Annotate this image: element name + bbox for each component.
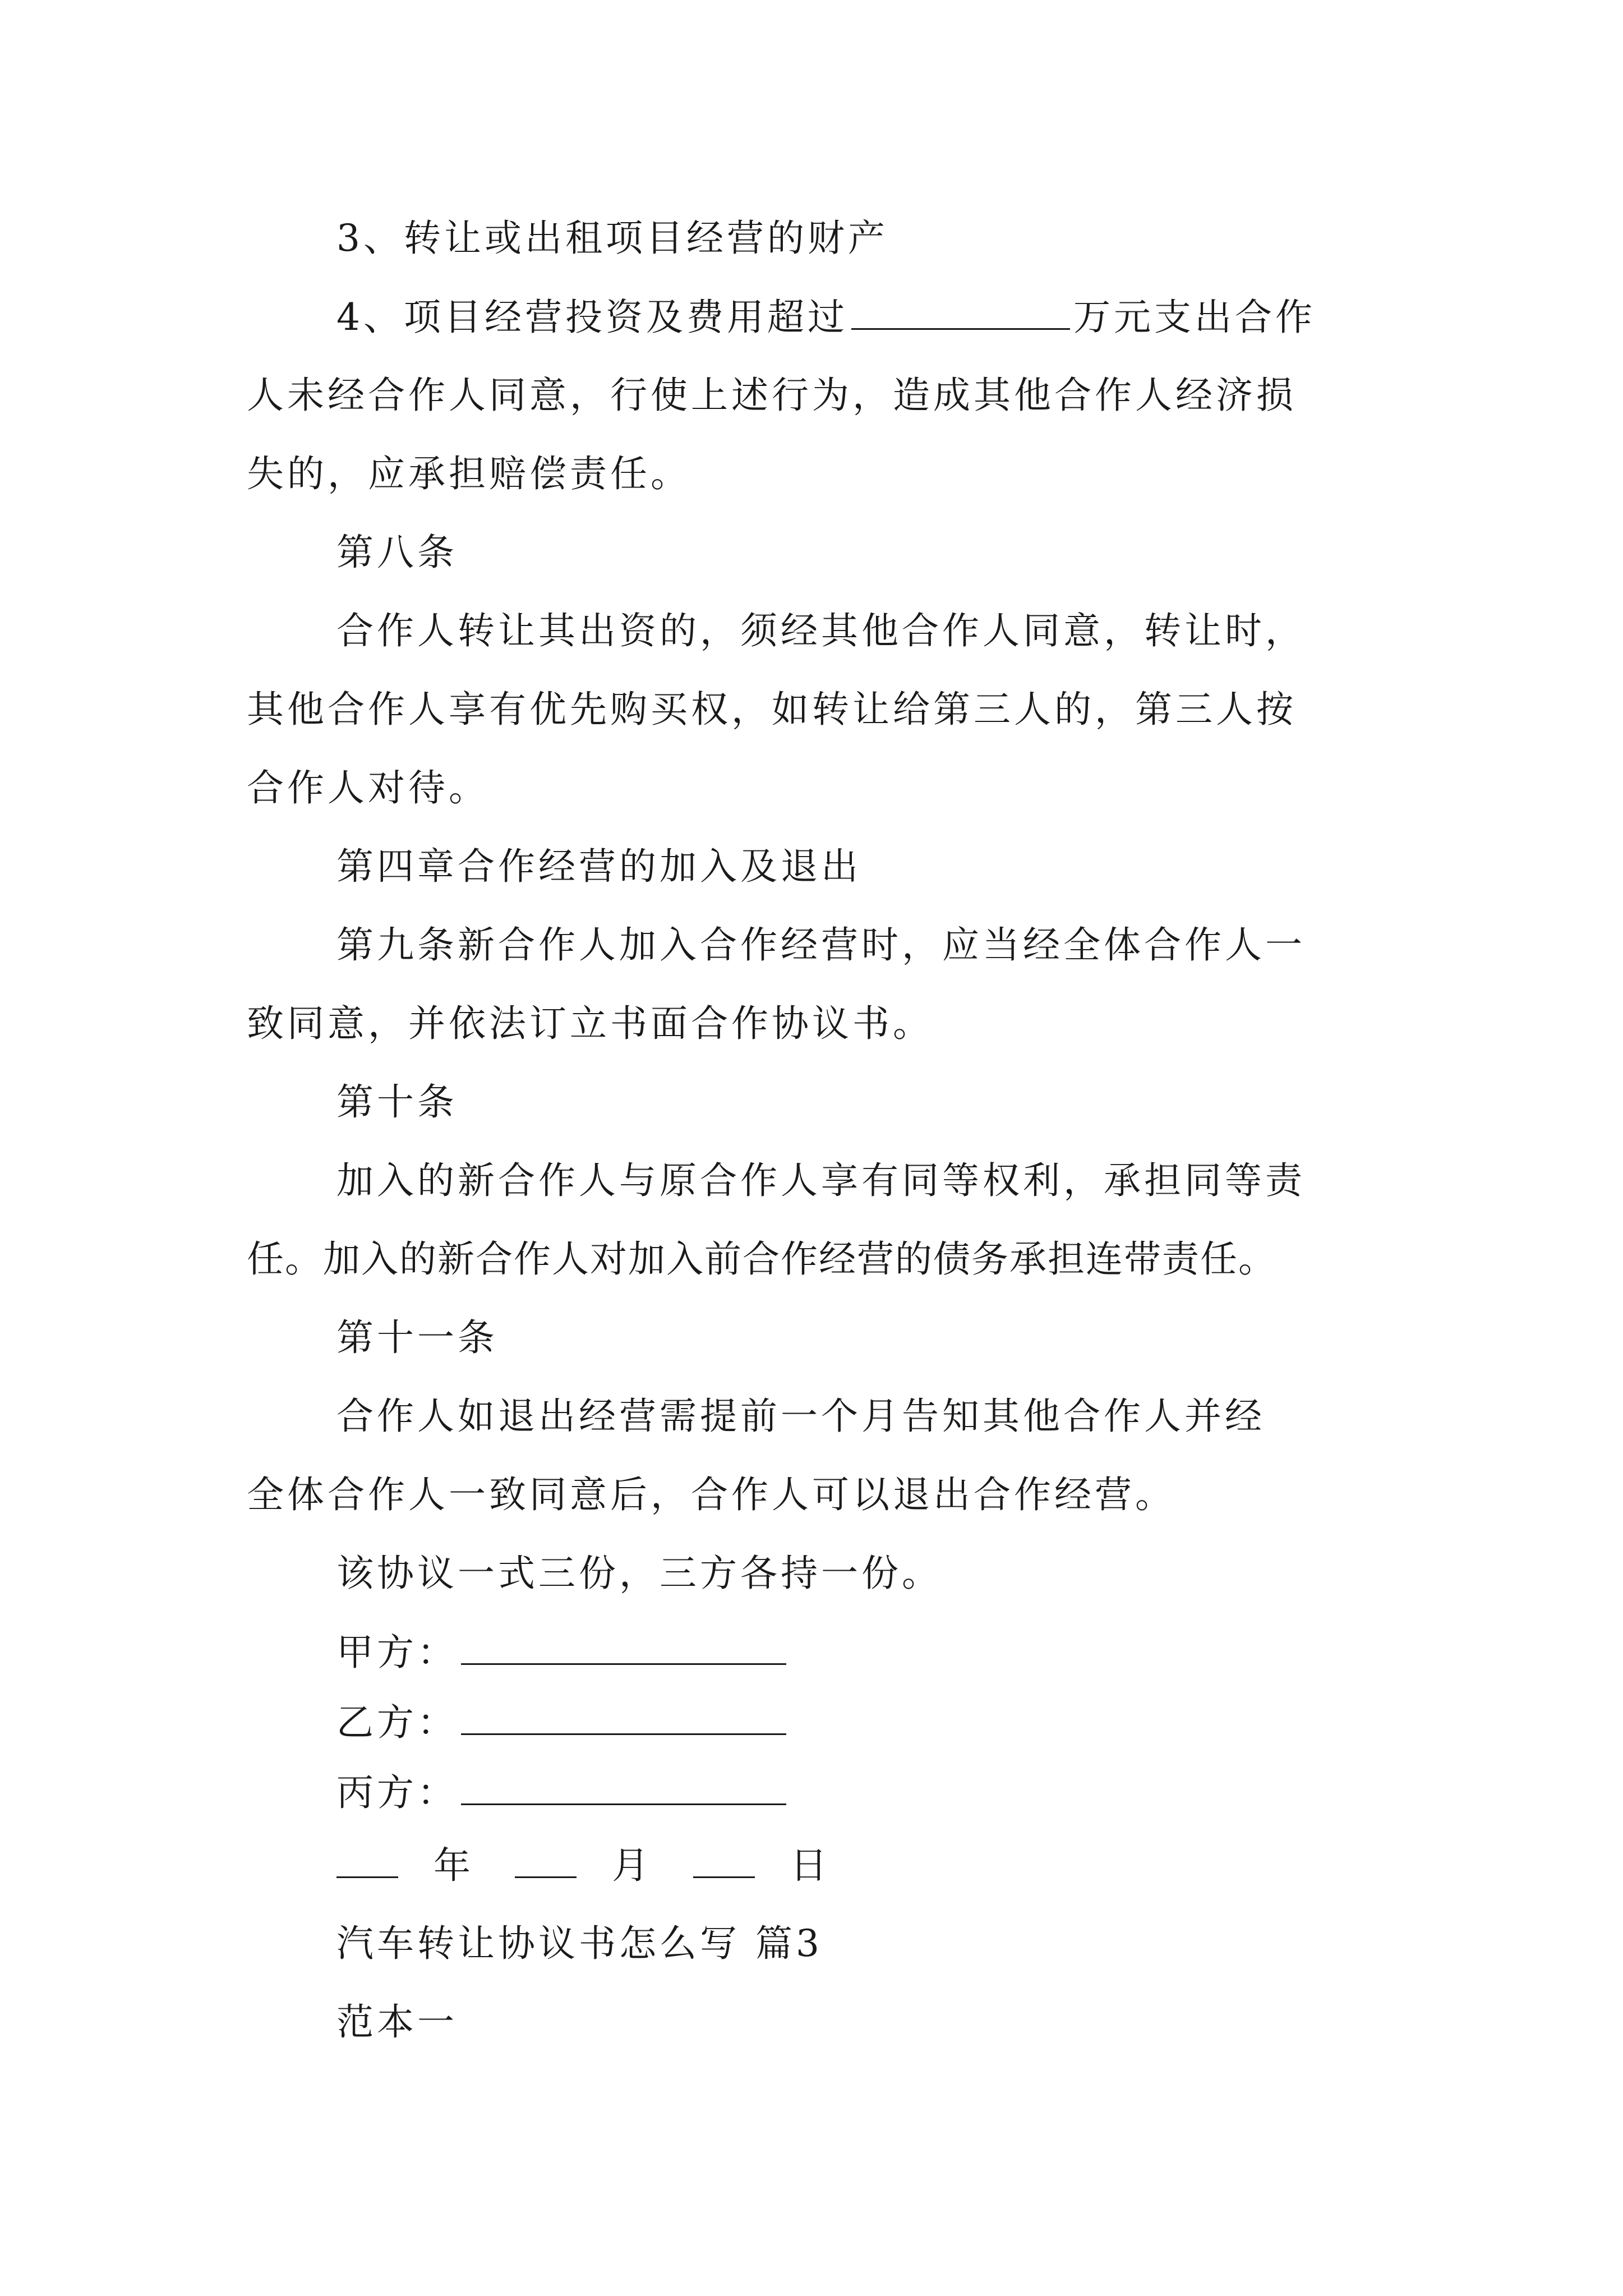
signature-blank bbox=[461, 1630, 786, 1665]
paragraph-line: 人未经合作人同意，行使上述行为，造成其他合作人经济损 bbox=[247, 374, 1297, 417]
paragraph-line: 该协议一式三份，三方各持一份。 bbox=[336, 1552, 942, 1595]
article-heading: 第八条 bbox=[336, 531, 458, 574]
day-blank bbox=[693, 1843, 755, 1878]
paragraph-line: 合作人转让其出资的，须经其他合作人同意，转让时， bbox=[336, 609, 1306, 652]
paragraph-line: 任。加入的新合作人对加入前合作经营的债务承担连带责任。 bbox=[247, 1237, 1276, 1281]
signature-party-b bbox=[336, 1700, 790, 1745]
signature-party-a bbox=[336, 1630, 790, 1675]
chapter-heading: 第四章合作经营的加入及退出 bbox=[336, 845, 861, 888]
year-label: 年 bbox=[433, 1844, 474, 1887]
paragraph-line: 其他合作人享有优先购买权，如转让给第三人的，第三人按 bbox=[247, 688, 1297, 731]
article-heading: 第十条 bbox=[336, 1080, 458, 1124]
paragraph-text: 4、项目经营投资及费用超过 bbox=[336, 296, 848, 339]
signature-label: 丙方： bbox=[336, 1771, 458, 1814]
month-blank bbox=[515, 1843, 577, 1878]
paragraph-line bbox=[336, 295, 1316, 340]
template-label: 范本一 bbox=[336, 2000, 458, 2044]
paragraph-line: 合作人如退出经营需提前一个月告知其他合作人并经 bbox=[336, 1395, 1265, 1438]
section-title: 汽车转让协议书怎么写 篇3 bbox=[336, 1922, 823, 1965]
paragraph-line: 致同意，并依法订立书面合作协议书。 bbox=[247, 1002, 933, 1045]
day-label: 日 bbox=[790, 1844, 831, 1887]
signature-blank bbox=[461, 1770, 786, 1805]
paragraph-line: 全体合作人一致同意后，合作人可以退出合作经营。 bbox=[247, 1473, 1175, 1516]
paragraph-line: 加入的新合作人与原合作人享有同等权利，承担同等责 bbox=[336, 1159, 1306, 1202]
signature-party-c bbox=[336, 1770, 790, 1815]
paragraph-line: 合作人对待。 bbox=[247, 766, 489, 809]
amount-blank bbox=[851, 295, 1070, 330]
paragraph-line: 失的，应承担赔偿责任。 bbox=[247, 452, 691, 495]
article-heading: 第十一条 bbox=[336, 1316, 498, 1359]
month-label: 月 bbox=[611, 1844, 652, 1887]
year-blank bbox=[336, 1843, 398, 1878]
paragraph-line: 第九条新合作人加入合作经营时，应当经全体合作人一 bbox=[336, 923, 1306, 967]
date-line bbox=[336, 1843, 831, 1888]
paragraph-line: 3、转让或出租项目经营的财产 bbox=[336, 217, 888, 260]
signature-label: 乙方： bbox=[336, 1701, 458, 1744]
signature-label: 甲方： bbox=[336, 1631, 458, 1674]
signature-blank bbox=[461, 1700, 786, 1735]
paragraph-text: 万元支出合作 bbox=[1073, 296, 1316, 339]
